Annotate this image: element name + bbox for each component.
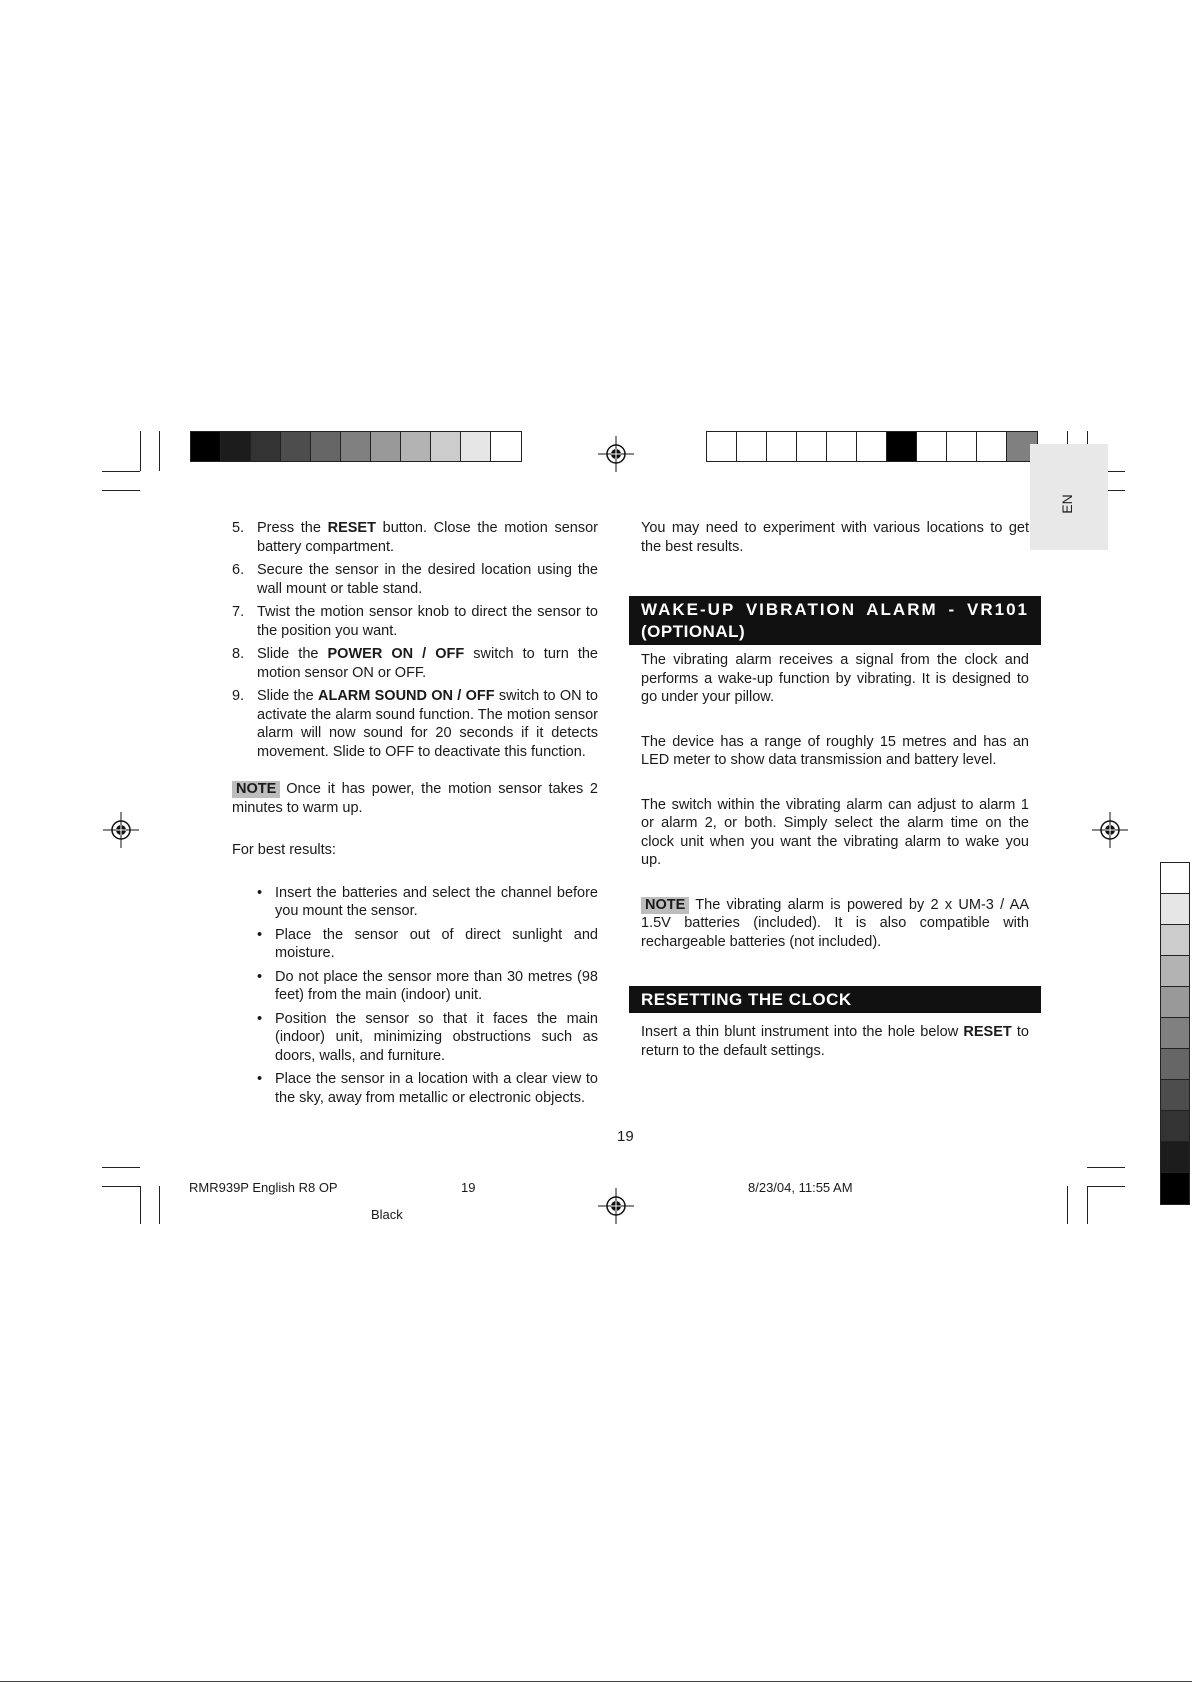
step-item (232, 687, 598, 761)
footer-filename: RMR939P English R8 OP (189, 1180, 338, 1195)
step-item (232, 645, 598, 682)
right-note (641, 896, 1029, 952)
color-swatch (191, 432, 221, 461)
footer-page: 19 (461, 1180, 476, 1195)
language-tab-label: EN (1059, 494, 1075, 514)
footer-date: 8/23/04, 11:55 AM (748, 1180, 853, 1195)
registration-mark-icon (103, 812, 139, 848)
color-bar-top-right (706, 431, 1038, 462)
step-number: 7. (232, 604, 245, 620)
tips-list (232, 884, 598, 1108)
right-column (641, 519, 1029, 1060)
note-label: NOTE (232, 781, 280, 798)
tip-item (257, 968, 598, 1005)
color-swatch (491, 432, 521, 461)
vibration-alarm-heading-line1: WAKE-UP VIBRATION ALARM - VR101 (641, 600, 1029, 619)
tip-item (257, 1070, 598, 1107)
vibration-alarm-heading-line2: (OPTIONAL) (641, 622, 746, 641)
color-swatch (767, 432, 797, 461)
registration-mark-icon (598, 436, 634, 472)
reset-text-bold: RESET (963, 1024, 1012, 1040)
step-number: 8. (232, 646, 245, 662)
best-results-label: For best results: (232, 842, 336, 858)
color-swatch (1161, 1018, 1189, 1049)
registration-mark-icon (598, 1188, 634, 1224)
right-intro: You may need to experiment with various locations to get the best results. (641, 520, 1029, 555)
vibration-alarm-heading (629, 596, 1041, 645)
step-text-bold: ALARM SOUND ON / OFF (317, 688, 495, 704)
bullet-icon: • (257, 1010, 263, 1027)
tip-text: Position the sensor so that it faces the main (indoor) unit, minimizing obstructions such as doors, walls, and furniture. (275, 1010, 598, 1064)
tip-text: Do not place the sensor more than 30 metres (98 feet) from the main (indoor) unit. (275, 968, 598, 1003)
tip-text: Place the sensor in a location with a clear view to the sky, away from metallic or electronic objects. (275, 1071, 598, 1106)
vibration-paragraph-3: The switch within the vibrating alarm can adjust to alarm 1 or alarm 2, or both. Simply select the alarm time on the clock unit when you want the vibrating alarm to wake you up. (641, 796, 1029, 868)
reset-paragraph (641, 1023, 1029, 1060)
color-swatch (1161, 956, 1189, 987)
tip-item (257, 926, 598, 963)
step-item (232, 561, 598, 598)
left-note-text: Once it has power, the motion sensor takes 2 minutes to warm up. (232, 781, 598, 816)
color-swatch (431, 432, 461, 461)
step-text-pre: Twist the motion sensor knob to direct the sensor to the position you want. (257, 604, 598, 639)
reset-text-pre: Insert a thin blunt instrument into the hole below (641, 1024, 964, 1040)
step-number: 9. (232, 688, 245, 704)
bullet-icon: • (257, 926, 263, 943)
color-swatch (797, 432, 827, 461)
color-swatch (1161, 1111, 1189, 1142)
color-swatch (1161, 1049, 1189, 1080)
step-text-post: switch to ON to activate the alarm sound function. The motion sensor alarm will now sound for 20 seconds if it detects movement. Slide to OFF to deactivate this function. (257, 688, 598, 760)
steps-list (232, 519, 598, 761)
color-swatch (1161, 1080, 1189, 1111)
reset-text-post: to return to the default settings. (641, 1024, 1029, 1059)
color-swatch (251, 432, 281, 461)
grayscale-color-bar-side (1160, 862, 1190, 1205)
color-swatch (371, 432, 401, 461)
color-swatch (887, 432, 917, 461)
step-text-bold: RESET (327, 520, 376, 536)
color-swatch (281, 432, 311, 461)
grayscale-color-bar-top-left (190, 431, 522, 462)
step-text-bold: POWER ON / OFF (327, 646, 465, 662)
footer-color: Black (371, 1207, 403, 1222)
step-item (232, 603, 598, 640)
color-swatch (311, 432, 341, 461)
color-swatch (1161, 1173, 1189, 1204)
step-text-post: switch to turn the motion sensor ON or OFF. (257, 646, 598, 681)
tip-item (257, 884, 598, 921)
color-swatch (1161, 863, 1189, 894)
resetting-clock-heading: RESETTING THE CLOCK (629, 986, 1041, 1013)
color-swatch (341, 432, 371, 461)
step-number: 5. (232, 520, 245, 536)
color-swatch (947, 432, 977, 461)
registration-mark-icon (1092, 812, 1128, 848)
vibration-paragraph-1: The vibrating alarm receives a signal from the clock and performs a wake-up function by vibrating. It is designed to go under your pillow. (641, 652, 1029, 705)
color-swatch (1161, 894, 1189, 925)
left-note (232, 780, 598, 817)
step-text-pre: Press the (257, 520, 328, 536)
color-swatch (1161, 987, 1189, 1018)
color-swatch (977, 432, 1007, 461)
left-column (232, 519, 598, 1112)
bullet-icon: • (257, 1071, 263, 1087)
vibration-paragraph-2: The device has a range of roughly 15 metres and has an LED meter to show data transmission and battery level. (641, 733, 1029, 768)
color-swatch (917, 432, 947, 461)
note-label: NOTE (641, 897, 689, 914)
bullet-icon: • (257, 884, 263, 901)
color-swatch (737, 432, 767, 461)
tip-text: Insert the batteries and select the channel before you mount the sensor. (275, 884, 598, 919)
color-swatch (857, 432, 887, 461)
language-tab (1030, 444, 1108, 550)
bottom-rule (0, 1681, 1192, 1682)
page-number: 19 (617, 1128, 634, 1145)
color-swatch (827, 432, 857, 461)
step-item (232, 519, 598, 556)
color-swatch (1161, 925, 1189, 956)
step-text-post: button. Close the motion sensor battery compartment. (257, 520, 599, 555)
tip-item (257, 1010, 598, 1066)
step-text-pre: Slide the (257, 688, 318, 704)
color-swatch (221, 432, 251, 461)
color-swatch (461, 432, 491, 461)
color-swatch (707, 432, 737, 461)
tip-text: Place the sensor out of direct sunlight and moisture. (275, 926, 598, 961)
step-number: 6. (232, 562, 245, 578)
bullet-icon: • (257, 968, 263, 985)
step-text-pre: Secure the sensor in the desired location using the wall mount or table stand. (257, 562, 598, 597)
right-note-text: The vibrating alarm is powered by 2 x UM-3 / AA 1.5V batteries (included). It is also compatible with rechargeable batteries (not included). (641, 896, 1029, 950)
color-swatch (1161, 1142, 1189, 1173)
step-text-pre: Slide the (257, 646, 328, 662)
color-swatch (401, 432, 431, 461)
